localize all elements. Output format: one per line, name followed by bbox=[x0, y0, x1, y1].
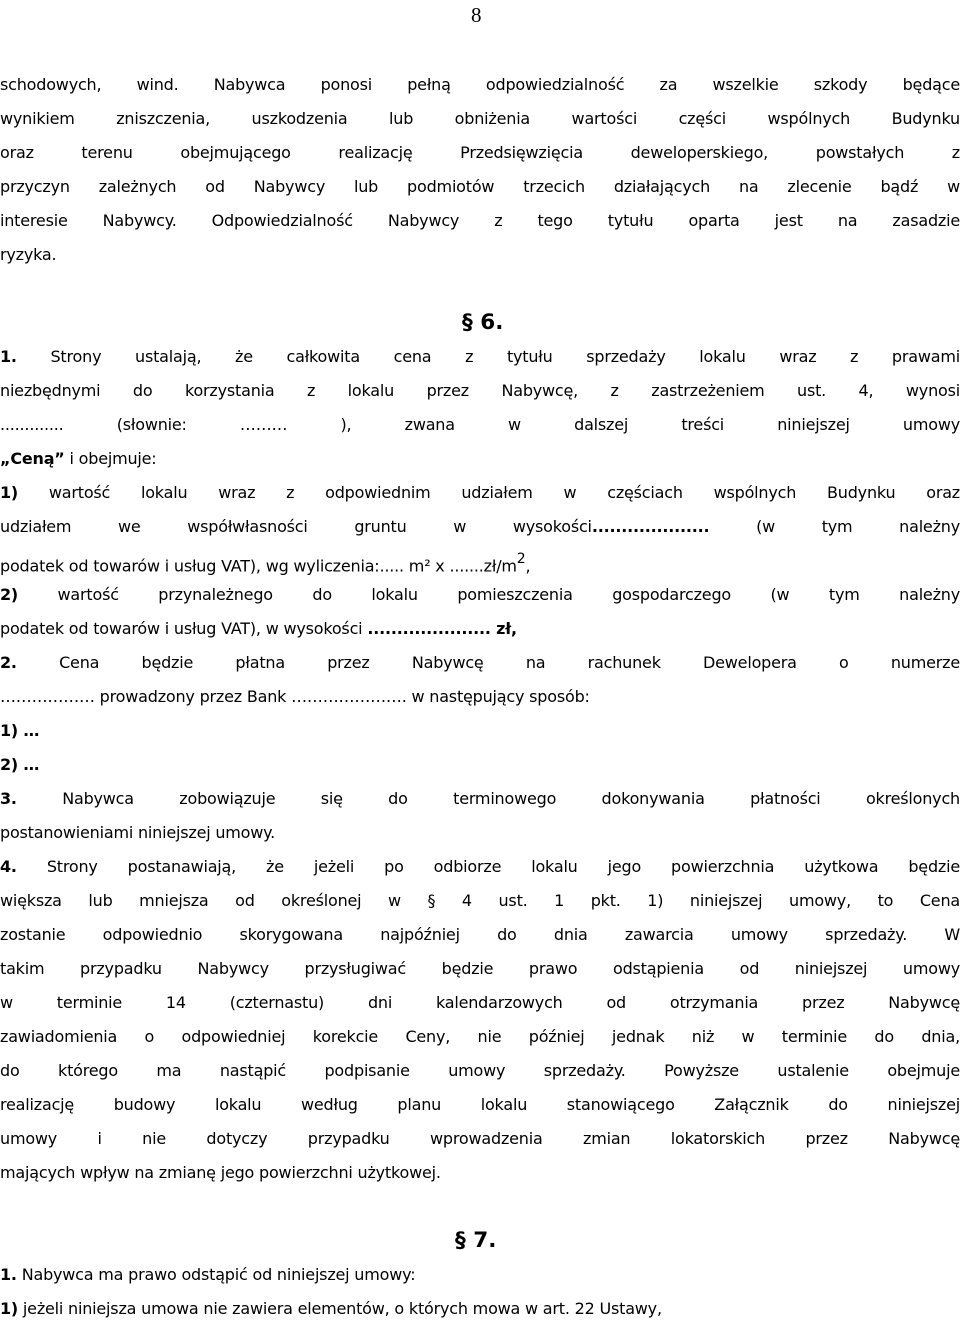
paragraph-line: zawiadomienia o odpowiedniej korekcie Ceny, nie później jednak niż w terminie do dnia, bbox=[0, 1027, 960, 1046]
page-number: 8 bbox=[471, 3, 482, 27]
paragraph-number: 3. bbox=[0, 789, 17, 808]
list-item: 2) … bbox=[0, 755, 40, 774]
document-body bbox=[0, 68, 960, 1326]
list-item: 1) jeżeli niniejsza umowa nie zawiera elementów, o których mowa w art. 22 Ustawy, bbox=[0, 1299, 662, 1318]
list-item: 1) wartość lokalu wraz z odpowiednim udziałem w częściach wspólnych Budynku oraz bbox=[0, 483, 960, 502]
paragraph-line: 4. Strony postanawiają, że jeżeli po odbiorze lokalu jego powierzchnia użytkowa będzie bbox=[0, 857, 960, 876]
paragraph-line: 1. Strony ustalają, że całkowita cena z tytułu sprzedaży lokalu wraz z prawami bbox=[0, 347, 960, 366]
paragraph-line: realizację budowy lokalu według planu lokalu stanowiącego Załącznik do niniejszej bbox=[0, 1095, 960, 1114]
paragraph-line: 3. Nabywca zobowiązuje się do terminowego dokonywania płatności określonych bbox=[0, 789, 960, 808]
paragraph-line: 1. Nabywca ma prawo odstąpić od niniejszej umowy: bbox=[0, 1265, 416, 1284]
list-item-line: udziałem we współwłasności gruntu w wysokości.................... (w tym należny bbox=[0, 517, 960, 536]
spacer bbox=[0, 1190, 960, 1224]
paragraph-line: zostanie odpowiednio skorygowana najpóźniej do dnia zawarcia umowy sprzedaży. W bbox=[0, 925, 960, 944]
paragraph-line: postanowieniami niniejszej umowy. bbox=[0, 823, 276, 842]
paragraph-line: ryzyka. bbox=[0, 245, 57, 264]
paragraph-line: 2. Cena będzie płatna przez Nabywcę na rachunek Dewelopera o numerze bbox=[0, 653, 960, 672]
paragraph-line: niezbędnymi do korzystania z lokalu przez Nabywcę, z zastrzeżeniem ust. 4, wynosi bbox=[0, 381, 960, 400]
paragraph-line: do którego ma nastąpić podpisanie umowy sprzedaży. Powyższe ustalenie obejmuje bbox=[0, 1061, 960, 1080]
paragraph-line: takim przypadku Nabywcy przysługiwać będzie prawo odstąpienia od niniejszej umowy bbox=[0, 959, 960, 978]
list-item-line: podatek od towarów i usług VAT), w wysokości ..................... zł, bbox=[0, 619, 517, 638]
paragraph-line: umowy i nie dotyczy przypadku wprowadzenia zmian lokatorskich przez Nabywcę bbox=[0, 1129, 960, 1148]
paragraph-line: oraz terenu obejmującego realizację Przedsięwzięcia deweloperskiego, powstałych z bbox=[0, 143, 960, 162]
item-number: 1) bbox=[0, 483, 19, 502]
paragraph-line: przyczyn zależnych od Nabywcy lub podmiotów trzecich działających na zlecenie bądź w bbox=[0, 177, 960, 196]
section-6-heading: § 6. bbox=[462, 310, 504, 335]
paragraph-line: mających wpływ na zmianę jego powierzchni użytkowej. bbox=[0, 1163, 441, 1182]
paragraph-line: ……………… prowadzony przez Bank …………………. w następujący sposób: bbox=[0, 687, 590, 706]
section-7-heading: § 7. bbox=[455, 1228, 497, 1253]
paragraph-line: interesie Nabywcy. Odpowiedzialność Nabywcy z tego tytułu oparta jest na zasadzie bbox=[0, 211, 960, 230]
list-item: 2) wartość przynależnego do lokalu pomieszczenia gospodarczego (w tym należny bbox=[0, 585, 960, 604]
list-item: 1) … bbox=[0, 721, 40, 740]
paragraph-number: 1. bbox=[0, 347, 17, 366]
section-heading bbox=[0, 306, 960, 340]
item-number: 2) bbox=[0, 585, 19, 604]
paragraph-line: „Ceną” i obejmuje: bbox=[0, 449, 157, 468]
defined-term: „Ceną” bbox=[0, 449, 65, 468]
paragraph-line: ............. (słownie: ……… ), zwana w dalszej treści niniejszej umowy bbox=[0, 415, 960, 434]
paragraph-number: 4. bbox=[0, 857, 17, 876]
list-item-line: podatek od towarów i usług VAT), wg wyliczenia:..... m² x $.......zł/m^2$, bbox=[0, 551, 531, 576]
paragraph-line: wynikiem zniszczenia, uszkodzenia lub obniżenia wartości części wspólnych Budynku bbox=[0, 109, 960, 128]
paragraph-line: większa lub mniejsza od określonej w § 4 ust. 1 pkt. 1) niniejszej umowy, to Cena bbox=[0, 891, 960, 910]
paragraph-number: 2. bbox=[0, 653, 17, 672]
spacer bbox=[0, 272, 960, 306]
paragraph-line: w terminie 14 (czternastu) dni kalendarzowych od otrzymania przez Nabywcę bbox=[0, 993, 960, 1012]
paragraph-line: schodowych, wind. Nabywca ponosi pełną odpowiedzialność za wszelkie szkody będące bbox=[0, 75, 960, 94]
item-number: 1) bbox=[0, 1299, 19, 1318]
section-heading bbox=[0, 1224, 960, 1258]
paragraph-number: 1. bbox=[0, 1265, 17, 1284]
